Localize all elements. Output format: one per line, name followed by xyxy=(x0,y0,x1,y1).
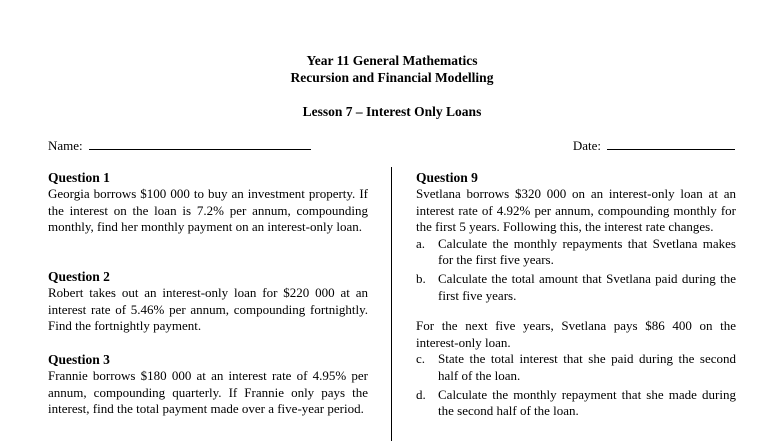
name-blank-line xyxy=(89,137,311,150)
date-blank-line xyxy=(607,137,735,150)
question-9-intro: Svetlana borrows $320 000 on an interest-only loan at an interest rate of 4.92% per annum, compounding monthly for the first 5 years. Following this, the interest rate changes. xyxy=(416,186,736,235)
list-item xyxy=(416,236,736,269)
part-text: Calculate the monthly repayments that Svetlana makes for the first five years. xyxy=(438,235,736,268)
list-item xyxy=(416,271,736,304)
part-marker: c. xyxy=(416,351,426,367)
question-3 xyxy=(48,351,368,418)
question-2-title: Question 2 xyxy=(48,269,110,284)
part-text: State the total interest that she paid during the second half of the loan. xyxy=(438,351,736,383)
lesson-title: Lesson 7 – Interest Only Loans xyxy=(302,104,482,119)
part-marker: b. xyxy=(416,270,426,286)
question-2-text: Robert takes out an interest-only loan for $220 000 at an interest rate of 5.46% per annum, compounding fortnightly. Find the fortnightly payment. xyxy=(48,285,368,334)
list-item xyxy=(416,351,736,384)
date-field xyxy=(573,137,735,154)
part-marker: a. xyxy=(416,235,426,251)
name-field xyxy=(48,137,311,154)
date-label: Date: xyxy=(572,138,601,153)
question-9 xyxy=(416,169,736,422)
name-label: Name: xyxy=(48,138,83,153)
part-text: Calculate the monthly repayment that she made during the second half of the loan. xyxy=(438,386,736,419)
column-divider xyxy=(391,167,392,441)
question-9-parts-ab xyxy=(416,236,736,304)
course-title: Year 11 General Mathematics xyxy=(306,53,478,68)
part-marker: d. xyxy=(416,386,426,402)
unit-title: Recursion and Financial Modelling xyxy=(290,70,494,85)
question-3-text: Frannie borrows $180 000 at an interest rate of 4.95% per annum, compounding quarterly. If Frannie only pays the interest, find the total payment made over a five-year period. xyxy=(48,368,368,417)
question-3-title: Question 3 xyxy=(48,352,110,367)
question-1-text: Georgia borrows $100 000 to buy an investment property. If the interest on the loan is 7.2% per annum, compounding monthly, find her monthly payment on an interest-only loan. xyxy=(48,186,368,235)
question-9-title: Question 9 xyxy=(416,170,478,185)
list-item xyxy=(416,387,736,420)
part-text: Calculate the total amount that Svetlana paid during the first five years. xyxy=(438,270,736,303)
question-2 xyxy=(48,268,368,335)
question-1 xyxy=(48,169,368,236)
question-1-title: Question 1 xyxy=(48,170,110,185)
question-9-parts-cd xyxy=(416,351,736,419)
question-9-middle: For the next five years, Svetlana pays $86 400 on the interest-only loan. xyxy=(416,318,736,350)
